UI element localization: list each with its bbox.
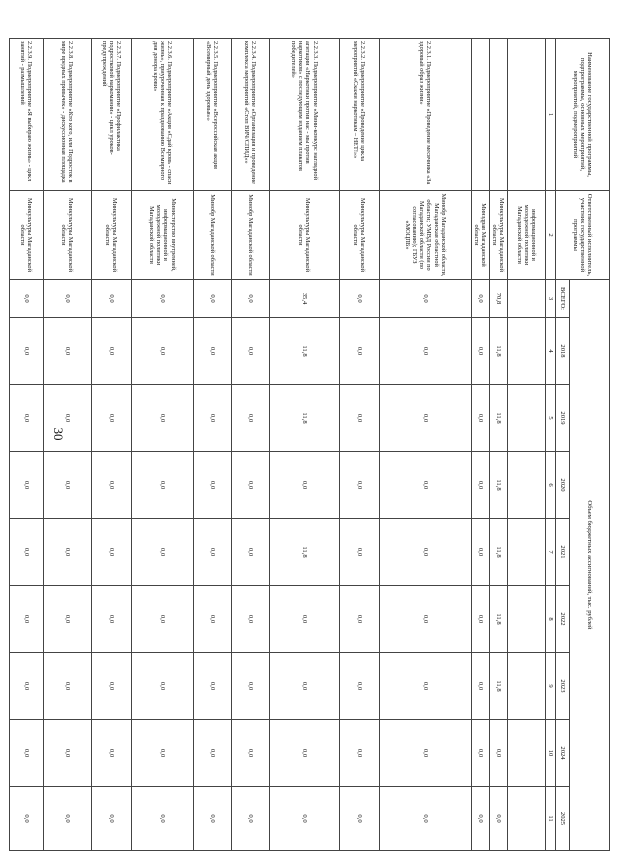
row-value: 0,0 — [231, 385, 269, 452]
row-value: 0,0 — [231, 318, 269, 385]
row-value: 0,0 — [9, 787, 43, 851]
row-value: 0,0 — [339, 318, 379, 385]
row-value: 0,0 — [9, 280, 43, 318]
header-year: 2019 — [556, 385, 570, 452]
row-value: 0,0 — [193, 280, 231, 318]
row-value: 0,0 — [193, 385, 231, 452]
row-value: 0,0 — [91, 280, 131, 318]
row-value — [507, 653, 545, 720]
row-value: 0,0 — [9, 519, 43, 586]
row-value: 0,0 — [471, 452, 489, 519]
table-row — [193, 39, 231, 851]
row-value: 0,0 — [131, 720, 193, 787]
row-value: 0,0 — [131, 385, 193, 452]
row-name: 2.2.3.6. Подмероприятие «Акция «Сдай кровь - спаси жизнь», приуроченная к празднованию Всемирного дня донора крови» — [131, 39, 193, 191]
row-value: 0,0 — [489, 720, 507, 787]
row-name: 2.2.3.7. Подмероприятие «Профилактика подростковой наркомании» - цикл уроков-предупреждений — [91, 39, 131, 191]
row-value: 11,8 — [269, 519, 339, 586]
table-row — [231, 39, 269, 851]
row-value: 0,0 — [489, 787, 507, 851]
header-budget: Объем бюджетных ассигнований, тыс. рублей — [570, 280, 610, 851]
header-total: ВСЕГО: — [556, 280, 570, 318]
row-value: 0,0 — [131, 519, 193, 586]
table-row — [43, 39, 91, 851]
row-value: 0,0 — [43, 280, 91, 318]
row-executor: Минкультуры Магаданской области — [91, 191, 131, 280]
table-row — [9, 39, 43, 851]
row-value: 0,0 — [231, 280, 269, 318]
table-body — [9, 39, 545, 851]
row-value: 35,4 — [269, 280, 339, 318]
column-number-row — [545, 39, 555, 851]
row-value: 0,0 — [9, 452, 43, 519]
row-value: 0,0 — [339, 787, 379, 851]
row-value: 0,0 — [131, 586, 193, 653]
table-row — [91, 39, 131, 851]
header-name: Наименование государственной программы, подпрограммы, основных мероприятий, мероприятий, подмероприятий — [556, 39, 610, 191]
row-value: 0,0 — [339, 586, 379, 653]
row-value: 70,8 — [489, 280, 507, 318]
row-value: 0,0 — [193, 787, 231, 851]
header-year: 2023 — [556, 653, 570, 720]
row-value: 0,0 — [193, 318, 231, 385]
col-number: 11 — [545, 787, 555, 851]
row-value: 0,0 — [131, 653, 193, 720]
row-value: 0,0 — [339, 720, 379, 787]
row-value: 0,0 — [9, 720, 43, 787]
row-value: 0,0 — [471, 653, 489, 720]
row-executor: Минобр Магаданской области, Магаданская областной области; УМВД России по Магаданской области (по согласованию); ГБУЗ «МОЦПБ» — [379, 191, 471, 280]
row-value: 0,0 — [193, 519, 231, 586]
header-year: 2025 — [556, 787, 570, 851]
row-name: 2.2.3.1. Подмероприятие «Проведение месячника «За здоровый образ жизни» — [379, 39, 471, 191]
table-row — [339, 39, 379, 851]
row-value: 0,0 — [339, 280, 379, 318]
header-row — [570, 39, 610, 851]
row-value — [507, 586, 545, 653]
budget-table — [9, 38, 610, 851]
page-number: 30 — [51, 427, 66, 441]
row-executor: Минобр Магаданской области — [231, 191, 269, 280]
row-value: 11,8 — [489, 586, 507, 653]
table-row — [489, 39, 507, 851]
col-number: 5 — [545, 385, 555, 452]
row-executor: Минздрав Магаданской области — [471, 191, 489, 280]
row-value: 0,0 — [471, 720, 489, 787]
table-row — [269, 39, 339, 851]
row-value: 0,0 — [379, 586, 471, 653]
row-executor: Минкультуры Магаданской области — [339, 191, 379, 280]
header-year: 2018 — [556, 318, 570, 385]
row-executor: информационной и молодежной политики Магаданской области — [507, 191, 545, 280]
row-value: 11,8 — [269, 318, 339, 385]
row-value: 0,0 — [269, 452, 339, 519]
row-value: 0,0 — [379, 519, 471, 586]
row-value: 0,0 — [131, 318, 193, 385]
row-value: 0,0 — [339, 452, 379, 519]
row-value — [507, 385, 545, 452]
row-executor: Министерство внутренней, информационной и молодежной политики Магаданской области — [131, 191, 193, 280]
row-value: 0,0 — [131, 280, 193, 318]
col-number: 2 — [545, 191, 555, 280]
row-value: 0,0 — [339, 653, 379, 720]
row-value: 0,0 — [9, 318, 43, 385]
row-value: 11,8 — [489, 452, 507, 519]
header-year: 2020 — [556, 452, 570, 519]
row-value: 0,0 — [43, 787, 91, 851]
row-name: 2.2.3.8. Подмероприятие «Кто кого, или Подросток в мире вредных привычек» - дискуссионная площадка — [43, 39, 91, 191]
row-value: 0,0 — [269, 787, 339, 851]
row-executor: Минкультуры Магаданской области — [43, 191, 91, 280]
row-value: 0,0 — [91, 519, 131, 586]
row-value: 0,0 — [43, 586, 91, 653]
row-value: 0,0 — [91, 385, 131, 452]
row-name — [507, 39, 545, 191]
table-row — [507, 39, 545, 851]
row-value — [507, 280, 545, 318]
row-value: 0,0 — [231, 586, 269, 653]
row-value: 0,0 — [231, 519, 269, 586]
row-value: 0,0 — [471, 519, 489, 586]
row-value: 0,0 — [9, 385, 43, 452]
table-row — [131, 39, 193, 851]
row-value: 0,0 — [131, 787, 193, 851]
row-name: 2.2.3.3. Подмероприятие «Мини-конкурс наглядной агитации «Наркотики против нас - мы против наркотиков» с последующим изданием плакатов победителей» — [269, 39, 339, 191]
row-executor: Минкультуры Магаданской области — [9, 191, 43, 280]
row-value: 0,0 — [379, 787, 471, 851]
col-number: 10 — [545, 720, 555, 787]
col-number: 8 — [545, 586, 555, 653]
row-value: 0,0 — [193, 653, 231, 720]
header-year: 2022 — [556, 586, 570, 653]
row-value: 0,0 — [269, 586, 339, 653]
row-value: 0,0 — [231, 452, 269, 519]
row-value: 0,0 — [379, 720, 471, 787]
row-value: 11,8 — [489, 653, 507, 720]
row-executor: Минкультуры Магаданской области — [489, 191, 507, 280]
col-number: 6 — [545, 452, 555, 519]
row-value — [507, 787, 545, 851]
row-value: 0,0 — [43, 318, 91, 385]
header-year: 2024 — [556, 720, 570, 787]
header-year: 2021 — [556, 519, 570, 586]
row-value: 0,0 — [379, 452, 471, 519]
row-value: 0,0 — [379, 653, 471, 720]
row-value: 0,0 — [91, 787, 131, 851]
col-number: 9 — [545, 653, 555, 720]
row-value: 0,0 — [43, 720, 91, 787]
row-value: 0,0 — [43, 519, 91, 586]
row-name — [489, 39, 507, 191]
row-value — [507, 318, 545, 385]
row-value: 11,8 — [489, 385, 507, 452]
row-value: 0,0 — [231, 787, 269, 851]
row-name: 2.2.3.9. Подмероприятие «Я выбираю жизнь» - цикл занятий - размышлений — [9, 39, 43, 191]
row-executor: Минобр Магаданской области — [193, 191, 231, 280]
row-value: 0,0 — [193, 586, 231, 653]
row-value — [507, 452, 545, 519]
header-executor: Ответственный исполнитель, участник государственной программы — [556, 191, 610, 280]
row-value: 0,0 — [379, 280, 471, 318]
col-number: 7 — [545, 519, 555, 586]
col-number: 1 — [545, 39, 555, 191]
col-number: 3 — [545, 280, 555, 318]
row-name: 2.2.3.4. Подмероприятие «Организация и проведение комплекса мероприятий «Стоп ВИЧ/СПИД»» — [231, 39, 269, 191]
row-value: 0,0 — [379, 318, 471, 385]
row-value: 11,8 — [489, 519, 507, 586]
row-value: 0,0 — [471, 787, 489, 851]
row-value: 0,0 — [9, 653, 43, 720]
row-value: 0,0 — [269, 653, 339, 720]
row-value: 0,0 — [91, 452, 131, 519]
row-value: 0,0 — [471, 385, 489, 452]
row-name: 2.2.3.2. Подмероприятие «Проведение цикла мероприятий «Скажи наркотикам – НЕТ!»» — [339, 39, 379, 191]
col-number: 4 — [545, 318, 555, 385]
row-value: 0,0 — [9, 586, 43, 653]
table-row — [379, 39, 471, 851]
row-value: 0,0 — [339, 519, 379, 586]
row-value: 0,0 — [339, 385, 379, 452]
row-value: 0,0 — [91, 318, 131, 385]
row-value: 0,0 — [43, 653, 91, 720]
row-value: 0,0 — [91, 720, 131, 787]
table-row — [471, 39, 489, 851]
row-value: 0,0 — [193, 720, 231, 787]
row-value: 0,0 — [471, 586, 489, 653]
row-value: 0,0 — [193, 452, 231, 519]
row-value: 11,8 — [269, 385, 339, 452]
row-value: 0,0 — [269, 720, 339, 787]
row-value: 0,0 — [91, 653, 131, 720]
row-value: 0,0 — [471, 318, 489, 385]
row-value: 0,0 — [379, 385, 471, 452]
row-value: 0,0 — [231, 720, 269, 787]
row-value: 0,0 — [91, 586, 131, 653]
row-value: 0,0 — [131, 452, 193, 519]
row-value: 0,0 — [43, 452, 91, 519]
row-value: 11,8 — [489, 318, 507, 385]
row-executor: Минкультуры Магаданской области — [269, 191, 339, 280]
row-value — [507, 519, 545, 586]
row-name — [471, 39, 489, 191]
row-value: 0,0 — [471, 280, 489, 318]
row-value: 0,0 — [231, 653, 269, 720]
row-name: 2.2.3.5. Подмероприятие «Всероссийская акция «Всемирный день здоровья»» — [193, 39, 231, 191]
row-value: 0,0 — [43, 385, 91, 452]
row-value — [507, 720, 545, 787]
